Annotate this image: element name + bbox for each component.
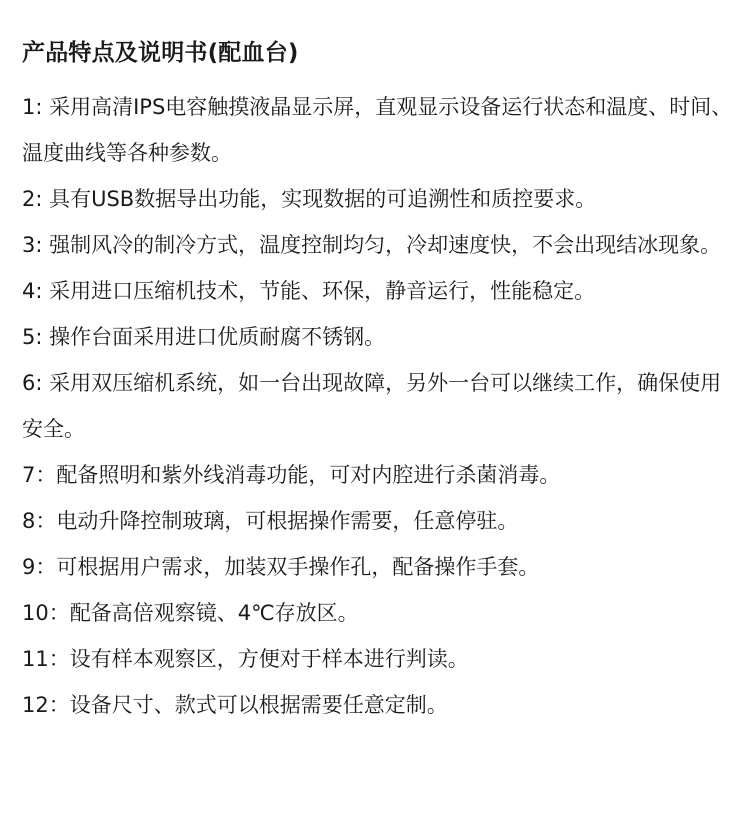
page-title: 产品特点及说明书(配血台) <box>22 40 299 66</box>
feature-item-8: 8：电动升降控制玻璃，可根据操作需要，任意停驻。 <box>22 509 519 533</box>
feature-item-12: 12：设备尺寸、款式可以根据需要任意定制。 <box>22 693 448 717</box>
feature-item-11: 11：设有样本观察区，方便对于样本进行判读。 <box>22 647 469 671</box>
feature-item-3: 3: 强制风冷的制冷方式，温度控制均匀，冷却速度快，不会出现结冰现象。 <box>22 233 722 257</box>
document-body <box>22 36 738 728</box>
feature-item-2: 2: 具有USB数据导出功能，实现数据的可追溯性和质控要求。 <box>22 187 597 211</box>
feature-item-5: 5: 操作台面采用进口优质耐腐不锈钢。 <box>22 325 386 349</box>
feature-item-1: 1: 采用高清IPS电容触摸液晶显示屏，直观显示设备运行状态和温度、时间、温度曲线等各种参数。 <box>22 95 733 165</box>
feature-item-6: 6: 采用双压缩机系统，如一台出现故障，另外一台可以继续工作，确保使用安全。 <box>22 371 722 441</box>
feature-item-10: 10：配备高倍观察镜、4℃存放区。 <box>22 601 359 625</box>
feature-item-4: 4: 采用进口压缩机技术，节能、环保，静音运行，性能稳定。 <box>22 279 596 303</box>
feature-item-9: 9：可根据用户需求，加装双手操作孔，配备操作手套。 <box>22 555 540 579</box>
feature-item-7: 7：配备照明和紫外线消毒功能，可对内腔进行杀菌消毒。 <box>22 463 561 487</box>
